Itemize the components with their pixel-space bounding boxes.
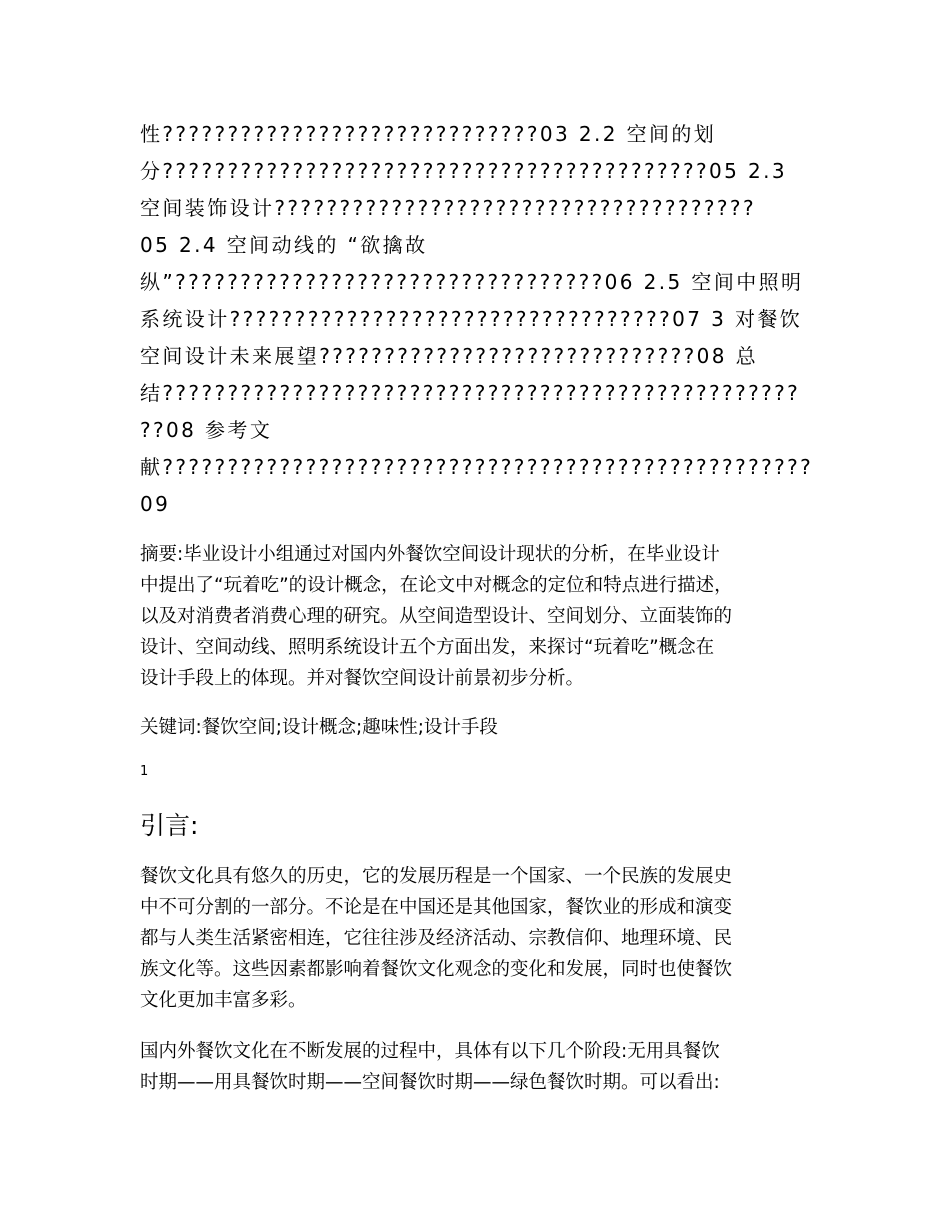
intro-paragraph-line: 餐饮文化具有悠久的历史，它的发展历程是一个国家、一个民族的发展史: [140, 866, 733, 887]
toc-line: 空间装饰设计?????????????????????????????????????: [140, 196, 756, 220]
intro-paragraph-line: 都与人类生活紧密相连，它往往涉及经济活动、宗教信仰、地理环境、民: [140, 928, 733, 949]
intro-heading: 引言:: [140, 811, 199, 840]
intro-paragraph-line: 文化更加丰富多彩。: [140, 990, 307, 1011]
abstract-line: 中提出了“玩着吃”的设计概念，在论文中对概念的定位和特点进行描述，: [140, 575, 733, 596]
abstract-line: 以及对消费者消费心理的研究。从空间造型设计、空间划分、立面装饰的: [140, 606, 733, 627]
toc-line: ??08 参考文: [140, 418, 273, 442]
intro-paragraph-line: 中不可分割的一部分。不论是在中国还是其他国家，餐饮业的形成和演变: [140, 897, 733, 918]
toc-line: 结?????????????????????????????????????????????????: [140, 381, 801, 405]
intro-paragraph-line: 国内外餐饮文化在不断发展的过程中，具体有以下几个阶段:无用具餐饮: [140, 1041, 720, 1062]
toc-line: 献??????????????????????????????????????????????????: [140, 455, 814, 479]
keywords: 关键词:餐饮空间;设计概念;趣味性;设计手段: [140, 717, 498, 738]
toc-line: 分??????????????????????????????????????????05 2.3: [140, 159, 788, 183]
toc-line: 空间设计未来展望?????????????????????????????08 总: [140, 344, 759, 368]
toc-line: 系统设计??????????????????????????????????07 3 对餐饮: [140, 307, 803, 331]
intro-paragraph-line: 族文化等。这些因素都影响着餐饮文化观念的变化和发展，同时也使餐饮: [140, 959, 733, 980]
page-number: 1: [140, 764, 149, 779]
intro-paragraph-line: 时期——用具餐饮时期——空间餐饮时期——绿色餐饮时期。可以看出:: [140, 1072, 720, 1093]
abstract-line: 摘要:毕业设计小组通过对国内外餐饮空间设计现状的分析，在毕业设计: [140, 544, 720, 565]
toc-line: 性?????????????????????????????03 2.2 空间的划: [140, 122, 717, 146]
abstract-line: 设计手段上的体现。并对餐饮空间设计前景初步分析。: [140, 668, 585, 689]
toc-line: 09: [140, 492, 171, 516]
toc-line: 纵”?????????????????????????????????06 2.5 空间中照明: [140, 270, 804, 294]
toc-line: 05 2.4 空间动线的 “欲擒故: [140, 233, 428, 257]
abstract-line: 设计、空间动线、照明系统设计五个方面出发，来探讨“玩着吃”概念在: [140, 637, 715, 658]
